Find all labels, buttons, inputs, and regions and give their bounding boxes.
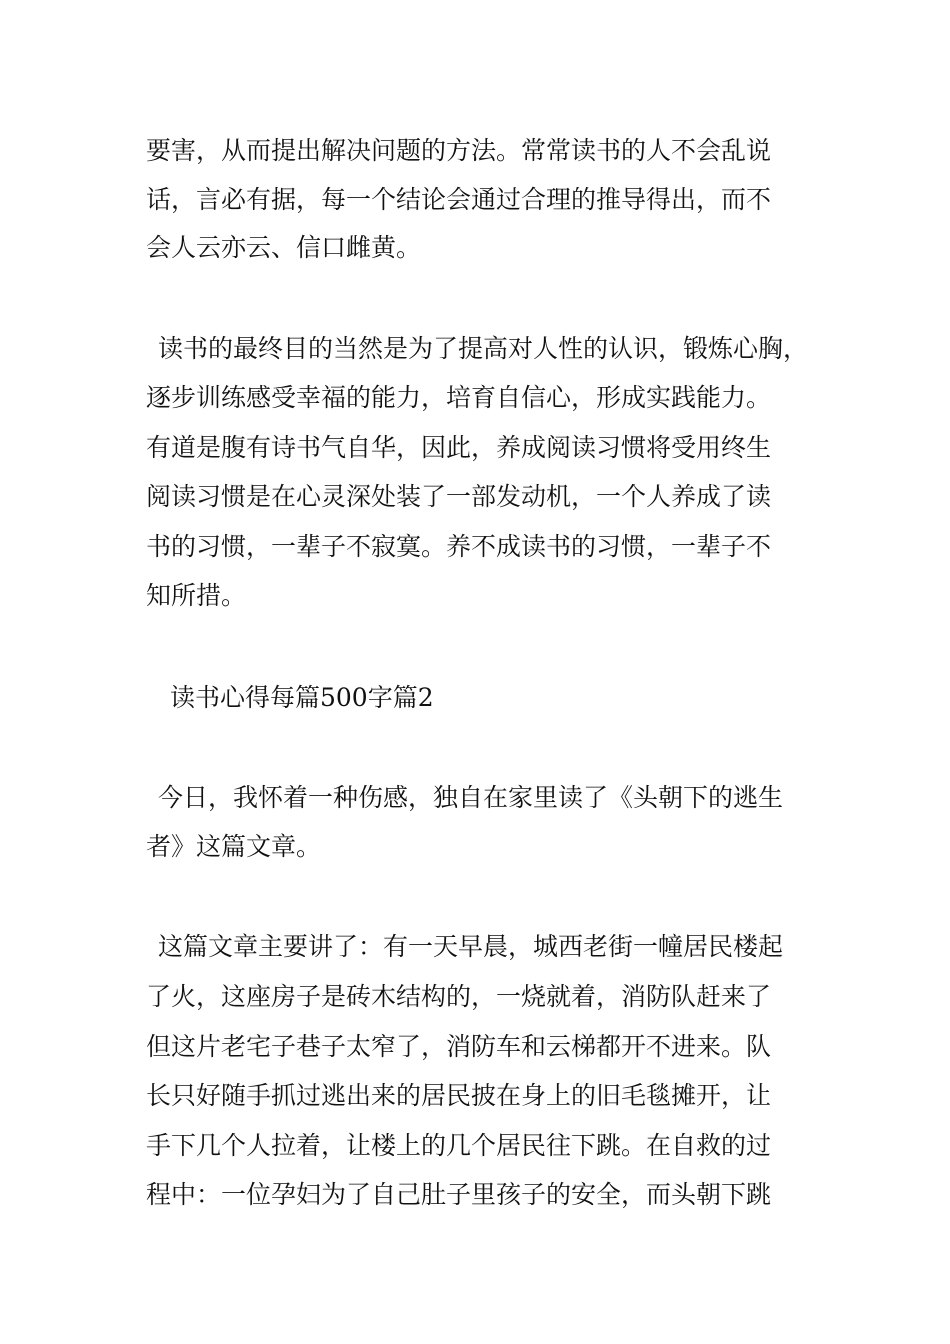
paragraph-line: 程中：一位孕妇为了自己肚子里孩子的安全，而头朝下跳 (146, 1180, 772, 1209)
paragraph-line: 有道是腹有诗书气自华，因此，养成阅读习惯将受用终生 (146, 433, 772, 462)
paragraph-line: 了火，这座房子是砖木结构的，一烧就着，消防队赶来了 (146, 982, 772, 1011)
paragraph-line: 长只好随手抓过逃出来的居民披在身上的旧毛毯摊开，让 (146, 1081, 772, 1110)
paragraph-line: 会人云亦云、信口雌黄。 (146, 233, 422, 262)
paragraph-line: 阅读习惯是在心灵深处装了一部发动机，一个人养成了读 (146, 482, 772, 511)
paragraph-line: 读书的最终目的当然是为了提高对人性的认识，锻炼心胸， (158, 334, 809, 363)
paragraph-line: 逐步训练感受幸福的能力，培育自信心，形成实践能力。 (146, 383, 772, 412)
paragraph-line: 知所措。 (146, 581, 247, 610)
paragraph-line: 书的习惯，一辈子不寂寞。养不成读书的习惯，一辈子不 (146, 532, 772, 561)
paragraph-line: 话，言必有据，每一个结论会通过合理的推导得出，而不 (146, 185, 772, 214)
paragraph-line: 这篇文章主要讲了：有一天早晨，城西老街一幢居民楼起 (158, 932, 784, 961)
paragraph-line: 要害，从而提出解决问题的方法。常常读书的人不会乱说 (146, 136, 772, 165)
paragraph-line: 但这片老宅子巷子太窄了，消防车和云梯都开不进来。队 (146, 1032, 772, 1061)
paragraph-line: 者》这篇文章。 (146, 832, 322, 861)
paragraph-line: 手下几个人拉着，让楼上的几个居民往下跳。在自救的过 (146, 1131, 772, 1160)
paragraph-line: 今日，我怀着一种伤感，独自在家里读了《头朝下的逃生 (158, 783, 784, 812)
section-heading: 读书心得每篇500字篇2 (170, 683, 434, 712)
